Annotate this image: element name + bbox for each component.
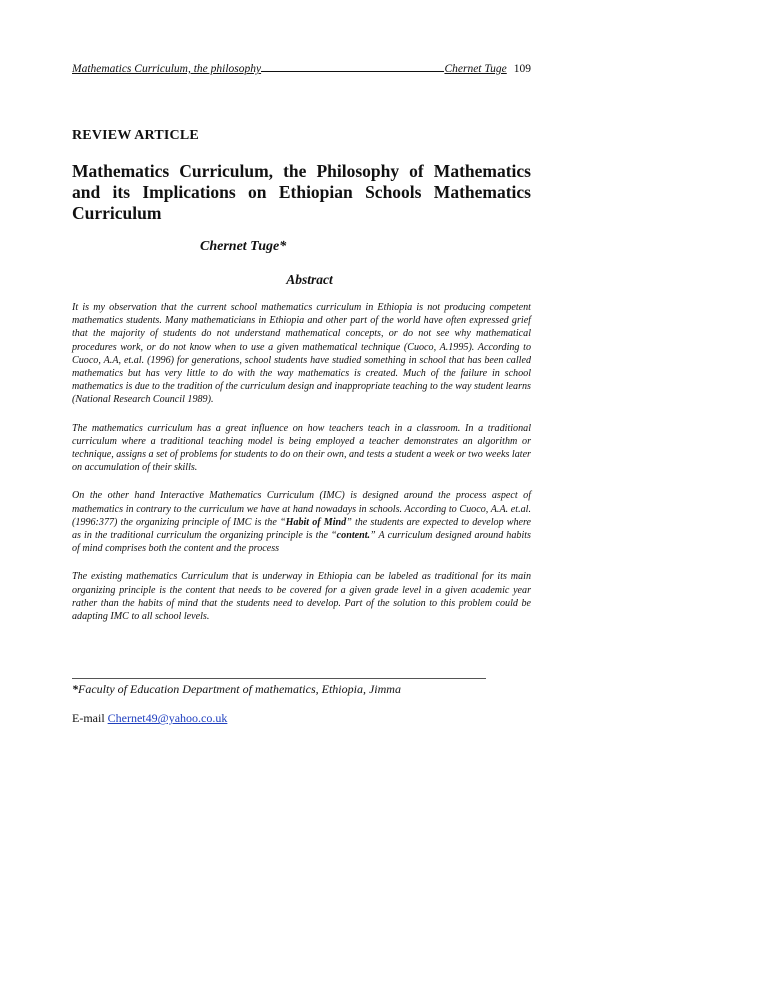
footnote-divider: [72, 678, 486, 679]
running-header-author: Chernet Tuge: [444, 63, 507, 75]
affiliation-text: Faculty of Education Department of mathematics, Ethiopia, Jimma: [78, 682, 401, 697]
abstract-paragraph-4: The existing mathematics Curriculum that is underway in Ethiopia can be labeled as traditional for its main organizing principle is the content that needs to be covered for a given grade level in a given academic year rather than the habits of mind that the students need to develop. Part of the solution to this problem could be adapting IMC to all school levels.: [72, 571, 531, 623]
abstract-p3-text-3: ” A curriculum designed around habits of mind comprises both the content and the process: [72, 530, 531, 555]
abstract-paragraph-3: [72, 489, 531, 555]
article-title: Mathematics Curriculum, the Philosophy of Mathematics and its Implications on Ethiopian Schools Mathematics Curriculum: [72, 161, 531, 223]
footnote-marker: *: [72, 682, 78, 697]
running-header-rule: [261, 71, 444, 72]
contact-email: [72, 711, 531, 726]
running-header-title: Mathematics Curriculum, the philosophy: [72, 63, 262, 75]
abstract-heading: Abstract: [286, 272, 333, 287]
section-label: REVIEW ARTICLE: [72, 128, 199, 143]
page-number: 109: [513, 63, 531, 75]
running-header: [72, 62, 531, 76]
habit-of-mind-term: Habit of Mind: [285, 516, 347, 528]
content-term: content.: [336, 530, 371, 542]
email-link[interactable]: Chernet49@yahoo.co.uk: [107, 711, 228, 726]
author-affiliation-footnote: [72, 682, 531, 697]
abstract-paragraph-2: The mathematics curriculum has a great influence on how teachers teach in a classroom. In a traditional curriculum where a traditional teaching model is being employed a teacher demonstrates an algorithm or technique, assigns a set of problems for students to do on their own, and tests a student a week or two weeks later on accumulation of their skills.: [72, 422, 531, 474]
abstract-p3-text-2: ” the students are expected to develop where as in the traditional curriculum the organizing principle is the “: [72, 516, 532, 542]
article-page: [72, 62, 531, 726]
abstract-paragraph-1: It is my observation that the current school mathematics curriculum in Ethiopia is not producing competent mathematics students. Many mathematicians in Ethiopia and other part of the world have often expressed grief that the majority of students do not understand mathematical concepts, or do not see why mathematical procedures work, or do not know when to use a given mathematical technique (Cuoco, A.1995). According to Cuoco, A.A, et.al. (1996) for generations, school students have studied something in school that has been called mathematics but has very little to do with the way mathematics is created. Much of the failure in school mathematics is due to the tradition of the curriculum design and inappropriate teaching to the way student learns (National Research Council 1989).: [72, 302, 531, 406]
author-name: Chernet Tuge*: [200, 239, 287, 254]
abstract-p3-text-1: On the other hand Interactive Mathematics Curriculum (IMC) is designed around the process aspect of mathematics in contrary to the curriculum we have at hand nowadays in schools. According to Cuoco, A.A. et.al. (1996:377) the organizing principle of IMC is the “: [72, 490, 531, 528]
email-label: E-mail: [72, 711, 105, 726]
abstract-body: [72, 301, 531, 623]
